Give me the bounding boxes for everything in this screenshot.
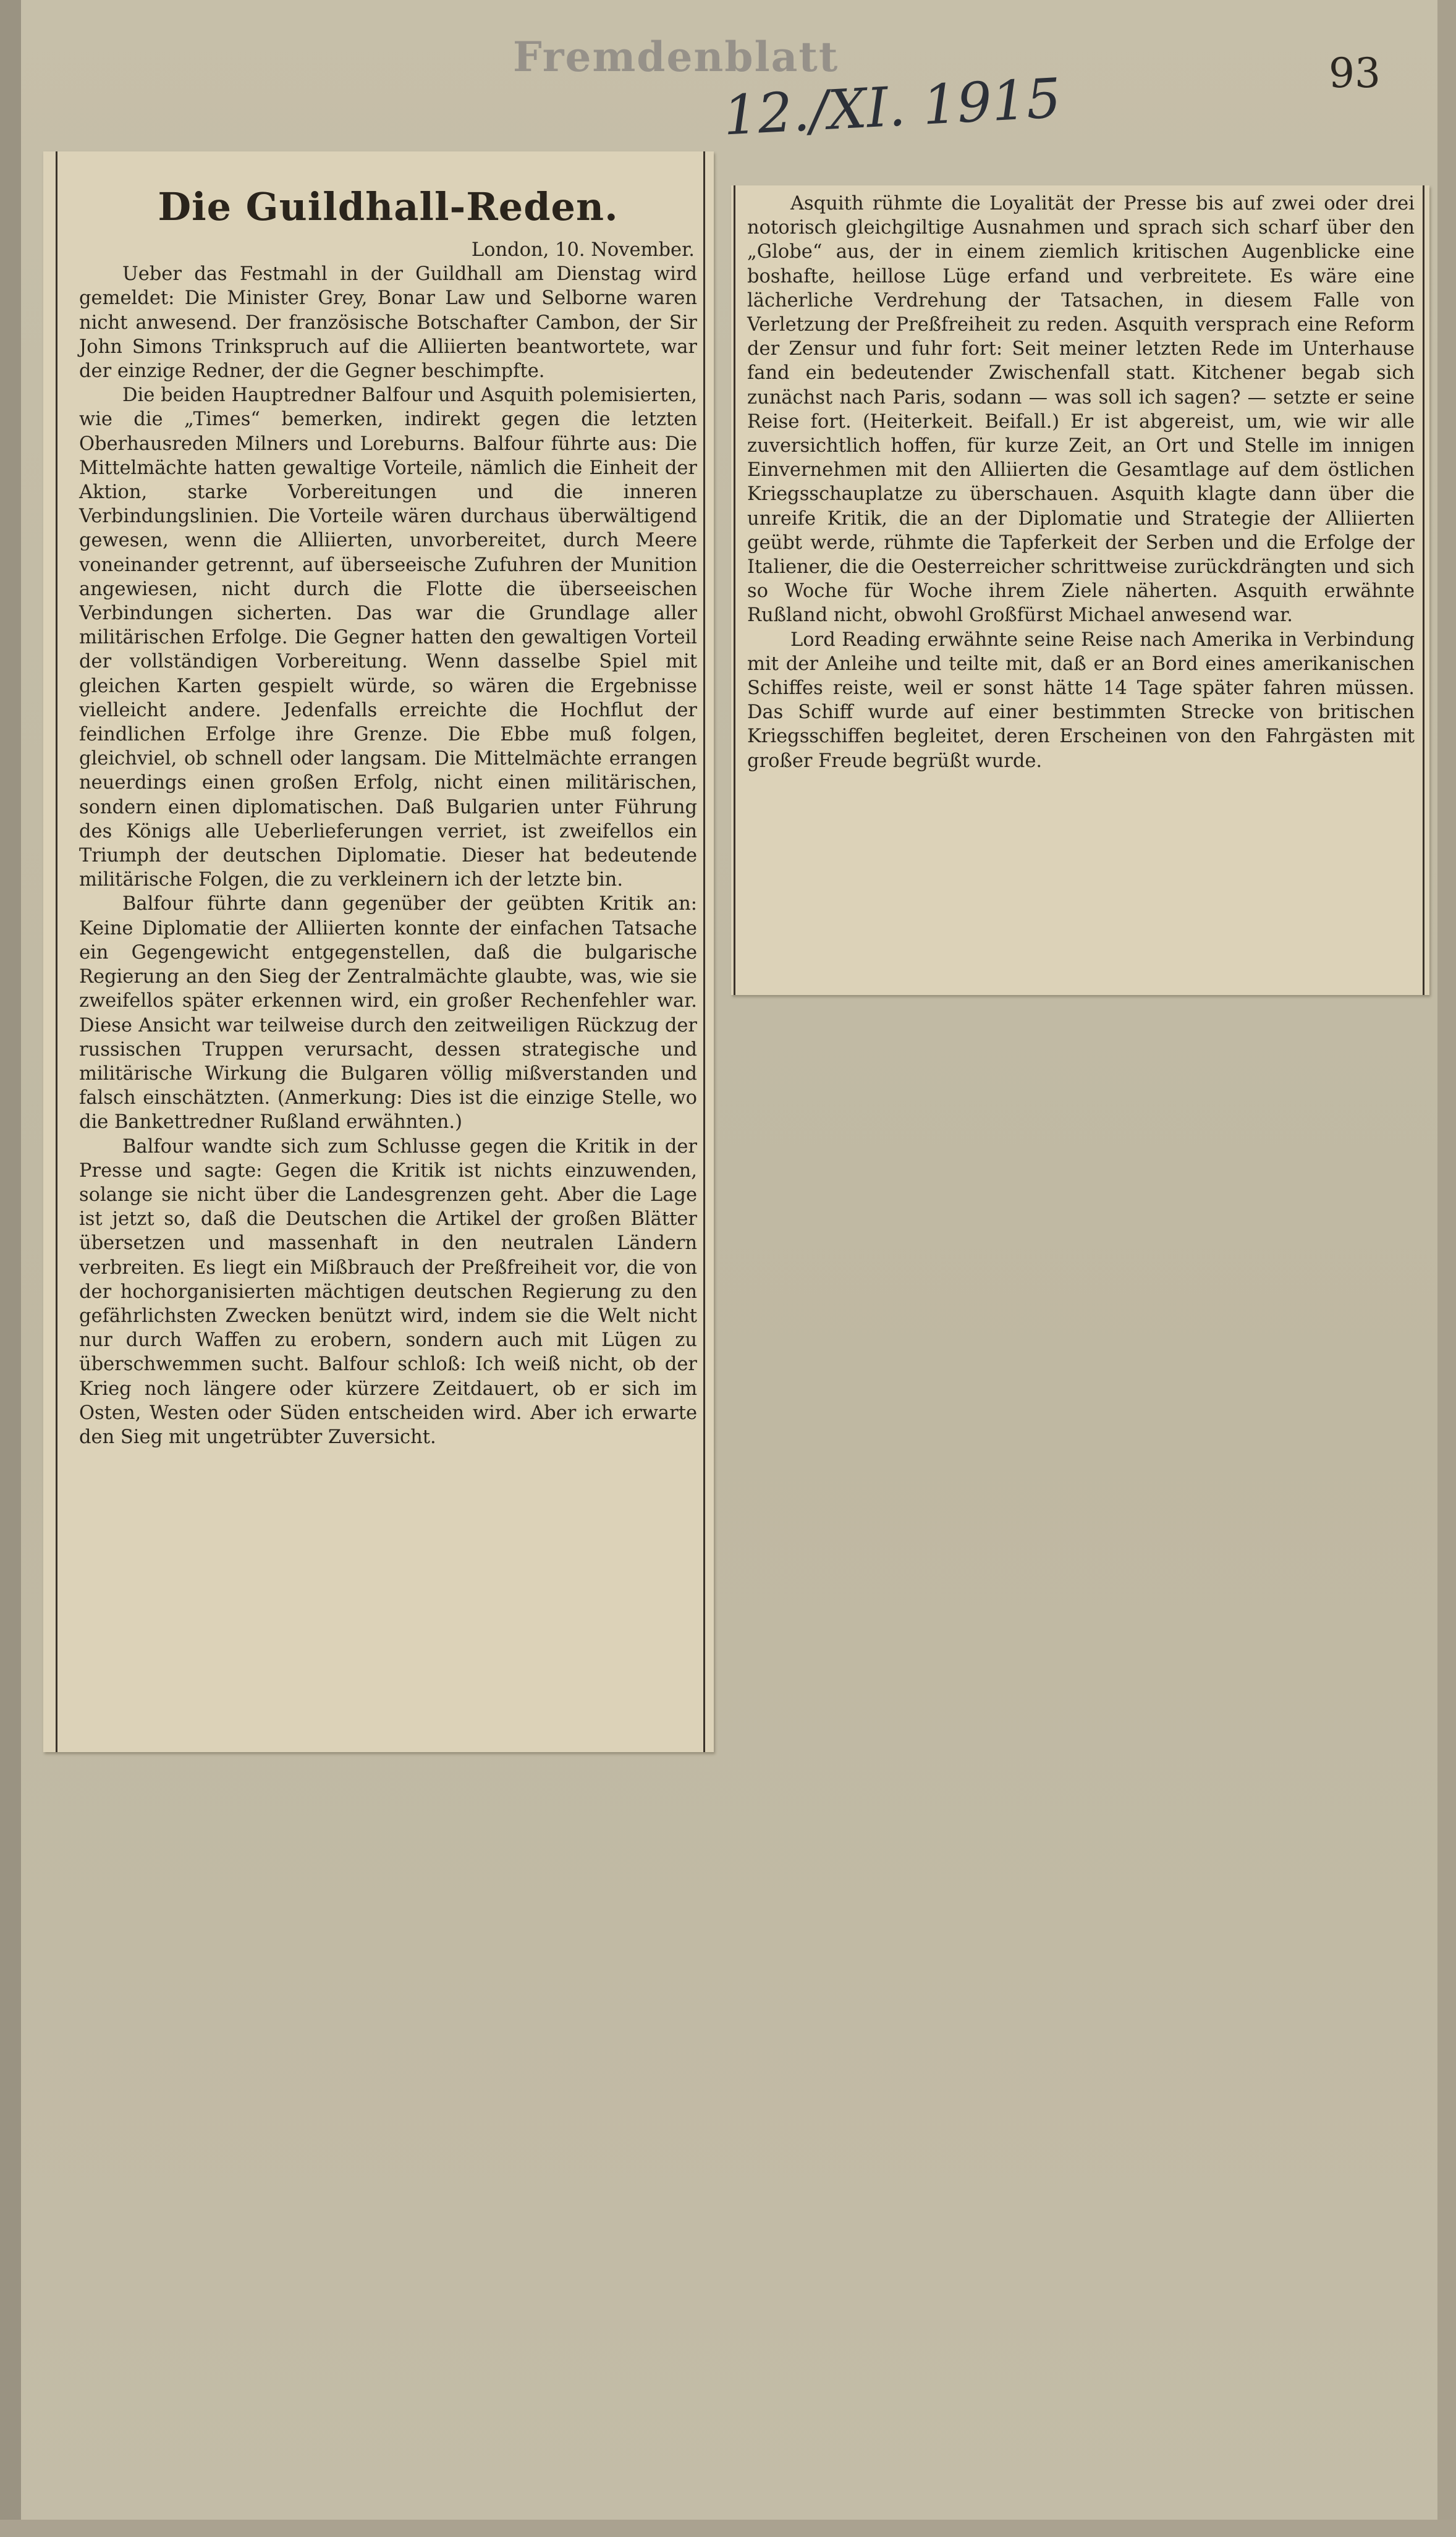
article-paragraph: Lord Reading erwähnte seine Reise nach Amerika in Verbindung mit der Anleihe und teilte mit, daß er an Bord eines amerikanischen Schiffes reiste, weil er sonst hätte 14 Tage später fahren müssen. Das Schiff wurde auf einer bestimmten Strecke von britischen Kriegsschiffen begleitet, deren Erscheinen von den Fahrgästen mit großer Freude begrüßt wurde. — [747, 629, 1415, 772]
article-paragraph: Balfour wandte sich zum Schlusse gegen die Kritik in der Presse und sagte: Gegen die Kritik ist nichts einzuwenden, solange sie nicht über die Landesgrenzen geht. Aber die Lage ist jetzt so, daß die Deutschen die Artikel der großen Blätter übersetzen und massenhaft in den neutralen Ländern verbreiten. Es liegt ein Mißbrauch der Preßfreiheit vor, die von der hochorganisierten mächtigen deutschen Regierung zu den gefährlichsten Zwecken benützt wird, indem sie die Welt nicht nur durch Waffen zu erobern, sondern auch mit Lügen zu überschwemmen sucht. Balfour schloß: Ich weiß nicht, ob der Krieg noch längere oder kürzere Zeitdauert, ob er sich im Osten, Westen oder Süden entscheiden wird. Aber ich erwarte den Sieg mit ungetrübter Zuversicht. — [79, 1135, 697, 1448]
article-paragraph: Balfour führte dann gegenüber der geübten Kritik an: Keine Diplomatie der Alliierten konnte der einfachen Tatsache ein Gegengewicht entgegenstellen, daß die bulgarische Regierung an den Sieg der Zentralmächte glaubte, was, wie sie zweifellos später erkennen wird, ein großer Rechenfehler war. Diese Ansicht war teilweise durch den zeitweiligen Rückzug der russischen Truppen verursacht, dessen strategische und militärische Wirkung die Bulgaren völlig mißverstanden und falsch einschätzten. (Anmerkung: Dies ist die einzige Stelle, wo die Bankettredner Rußland erwähnten.) — [79, 893, 697, 1133]
article-column-2 — [747, 192, 1415, 773]
column-rule-left — [734, 185, 735, 995]
column-rule-right — [703, 151, 705, 1752]
sheet-edge-bottom — [0, 2520, 1456, 2537]
article-paragraph: Die beiden Hauptredner Balfour und Asquith polemisierten, wie die „Times“ bemerken, indirekt gegen die letzten Oberhausreden Milners und Loreburns. Balfour führte aus: Die Mittelmächte hatten gewaltige Vorteile, nämlich die Einheit der Aktion, starke Vorbereitungen und die inneren Verbindungslinien. Die Vorteile wären durchaus überwältigend gewesen, wenn die Alliierten, unvorbereitet, durch Meere voneinander getrennt, auf überseeische Zufuhren der Munition angewiesen, nicht durch die Flotte die überseeischen Verbindungen sicherten. Das war die Grundlage aller militärischen Erfolge. Die Gegner hatten den gewaltigen Vorteil der vollständigen Vorbereitung. Wenn dasselbe Spiel mit gleichen Karten gespielt würde, so wären die Ergebnisse vielleicht andere. Jedenfalls erreichte die Hochflut der feindlichen Erfolge ihre Grenze. Die Ebbe muß folgen, gleichviel, ob schnell oder langsam. Die Mittelmächte errangen neuerdings einen großen Erfolg, nicht einen militärischen, sondern einen diplomatischen. Daß Bulgarien unter Führung des Königs alle Ueberlieferungen verriet, ist zweifellos ein Triumph der deutschen Diplomatie. Dieser hat bedeutende militärische Folgen, die zu verkleinern ich der letzte bin. — [79, 384, 697, 891]
article-column-1 — [79, 170, 697, 1449]
column-rule-right — [1423, 185, 1424, 995]
article-headline: Die Guildhall-Reden. — [158, 184, 619, 229]
clipping-right — [731, 185, 1429, 995]
handwritten-date: 12./XI. 1915 — [721, 66, 1063, 148]
column-rule-left — [56, 151, 57, 1752]
sheet-edge-left — [0, 0, 21, 2537]
article-paragraph: Asquith rühmte die Loyalität der Presse bis auf zwei oder drei notorisch gleichgiltige Ausnahmen und sprach sich scharf über den „Globe“ aus, der in einem ziemlich kritischen Augenblicke eine boshafte, heillose Lüge erfand und verbreitete. Es wäre eine lächerliche Verdrehung der Tatsachen, in diesem Falle von Verletzung der Preßfreiheit zu reden. Asquith versprach eine Reform der Zensur und fuhr fort: Seit meiner letzten Rede im Unterhause fand ein bedeutender Zwischenfall statt. Kitchener begab sich zunächst nach Paris, sodann — was soll ich sagen? — setzte er seine Reise fort. (Heiterkeit. Beifall.) Er ist abgereist, um, wie wir alle zuversichtlich hoffen, für kurze Zeit, an Ort und Stelle im innigen Einvernehmen mit den Alliierten die Gesamtlage auf dem östlichen Kriegsschauplatze zu überschauen. Asquith klagte dann über die unreife Kritik, die an der Diplomatie und Strategie der Alliierten geübt werde, rühmte die Tapferkeit der Serben und die Erfolge der Italiener, die die Oesterreicher schrittweise zurückdrängten und sich so Woche für Woche ihrem Ziele näherten. Asquith erwähnte Rußland nicht, obwohl Großfürst Michael anwesend war. — [747, 193, 1415, 627]
clipping-left — [43, 151, 714, 1752]
sheet-edge-right — [1437, 0, 1456, 2537]
page-number: 93 — [1329, 49, 1381, 97]
newspaper-stamp: Fremdenblatt — [513, 33, 839, 81]
article-dateline: London, 10. November. — [471, 239, 695, 261]
article-paragraph: Ueber das Festmahl in der Guildhall am Dienstag wird gemeldet: Die Minister Grey, Bonar Law und Selborne waren nicht anwesend. Der französische Botschafter Cambon, der Sir John Simons Trinkspruch auf die Alliierten beantwortete, war der einzige Redner, der die Gegner beschimpfte. — [79, 263, 697, 383]
